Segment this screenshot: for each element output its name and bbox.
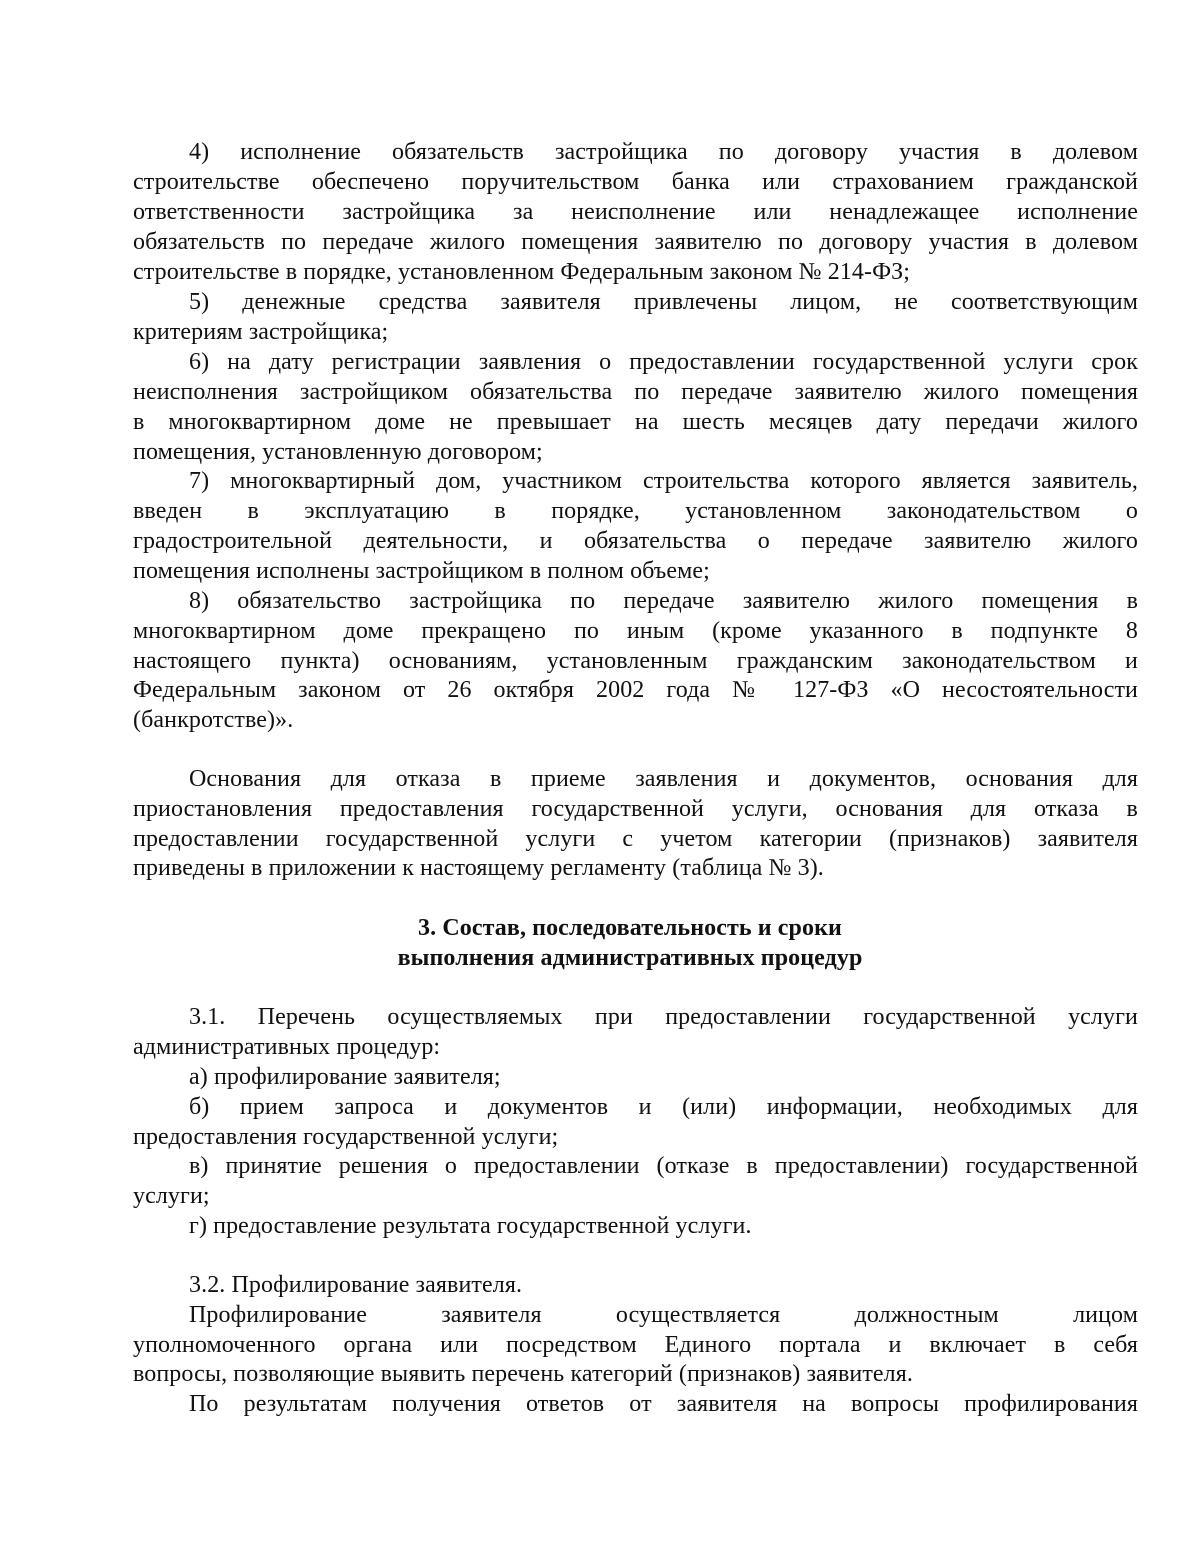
text-line: в многоквартирном доме не превышает на шесть месяцев дату передачи жилого — [133, 409, 1138, 435]
text-line: вопросы, позволяющие выявить перечень категорий (признаков) заявителя. — [133, 1361, 913, 1387]
section-heading: выполнения административных процедур — [397, 945, 863, 971]
section-heading: 3. Состав, последовательность и сроки — [418, 915, 842, 941]
text-line: 6) на дату регистрации заявления о предоставлении государственной услуги срок — [189, 349, 1138, 375]
text-line: г) предоставление результата государственной услуги. — [189, 1213, 752, 1239]
text-line: помещения, установленную договором; — [133, 439, 543, 465]
text-line: услуги; — [133, 1183, 210, 1209]
text-line: 7) многоквартирный дом, участником строительства которого является заявитель, — [189, 468, 1138, 494]
text-line: приведены в приложении к настоящему регламенту (таблица № 3). — [133, 855, 824, 881]
text-line: По результатам получения ответов от заявителя на вопросы профилирования — [189, 1391, 1138, 1417]
text-line: предоставлении государственной услуги с учетом категории (признаков) заявителя — [133, 826, 1138, 852]
text-line: Профилирование заявителя осуществляется должностным лицом — [189, 1302, 1138, 1328]
text-line: введен в эксплуатацию в порядке, установленном законодательством о — [133, 498, 1138, 524]
text-line: в) принятие решения о предоставлении (отказе в предоставлении) государственной — [189, 1153, 1138, 1179]
text-line: 4) исполнение обязательств застройщика по договору участия в долевом — [189, 139, 1138, 165]
text-line: (банкротстве)». — [133, 707, 294, 733]
text-line: 5) денежные средства заявителя привлечены лицом, не соответствующим — [189, 289, 1138, 315]
text-line: ответственности застройщика за неисполнение или ненадлежащее исполнение — [133, 199, 1138, 225]
text-line: критериям застройщика; — [133, 319, 389, 345]
text-line: многоквартирном доме прекращено по иным (кроме указанного в подпункте 8 — [133, 618, 1138, 644]
text-line: обязательств по передаче жилого помещения заявителю по договору участия в долевом — [133, 229, 1138, 255]
text-line: 3.1. Перечень осуществляемых при предоставлении государственной услуги — [189, 1004, 1138, 1030]
text-line: уполномоченного органа или посредством Единого портала и включает в себя — [133, 1332, 1138, 1358]
text-line: б) прием запроса и документов и (или) информации, необходимых для — [189, 1094, 1138, 1120]
text-line: приостановления предоставления государственной услуги, основания для отказа в — [133, 796, 1138, 822]
text-line: предоставления государственной услуги; — [133, 1124, 559, 1150]
text-line: строительстве обеспечено поручительством банка или страхованием гражданской — [133, 169, 1138, 195]
text-line: 8) обязательство застройщика по передаче заявителю жилого помещения в — [189, 588, 1138, 614]
text-line: градостроительной деятельности, и обязательства о передаче заявителю жилого — [133, 528, 1138, 554]
text-line: помещения исполнены застройщиком в полном объеме; — [133, 558, 710, 584]
text-line: 3.2. Профилирование заявителя. — [189, 1272, 523, 1298]
text-line: настоящего пункта) основаниям, установленным гражданским законодательством и — [133, 648, 1138, 674]
text-line: административных процедур: — [133, 1034, 441, 1060]
text-line: Основания для отказа в приеме заявления и документов, основания для — [189, 766, 1138, 792]
text-line: неисполнения застройщиком обязательства по передаче заявителю жилого помещения — [133, 379, 1138, 405]
text-line: а) профилирование заявителя; — [189, 1064, 501, 1090]
text-line: строительстве в порядке, установленном Федеральным законом № 214-ФЗ; — [133, 259, 911, 285]
text-line: Федеральным законом от 26 октября 2002 года № 127-ФЗ «О несостоятельности — [133, 677, 1138, 703]
